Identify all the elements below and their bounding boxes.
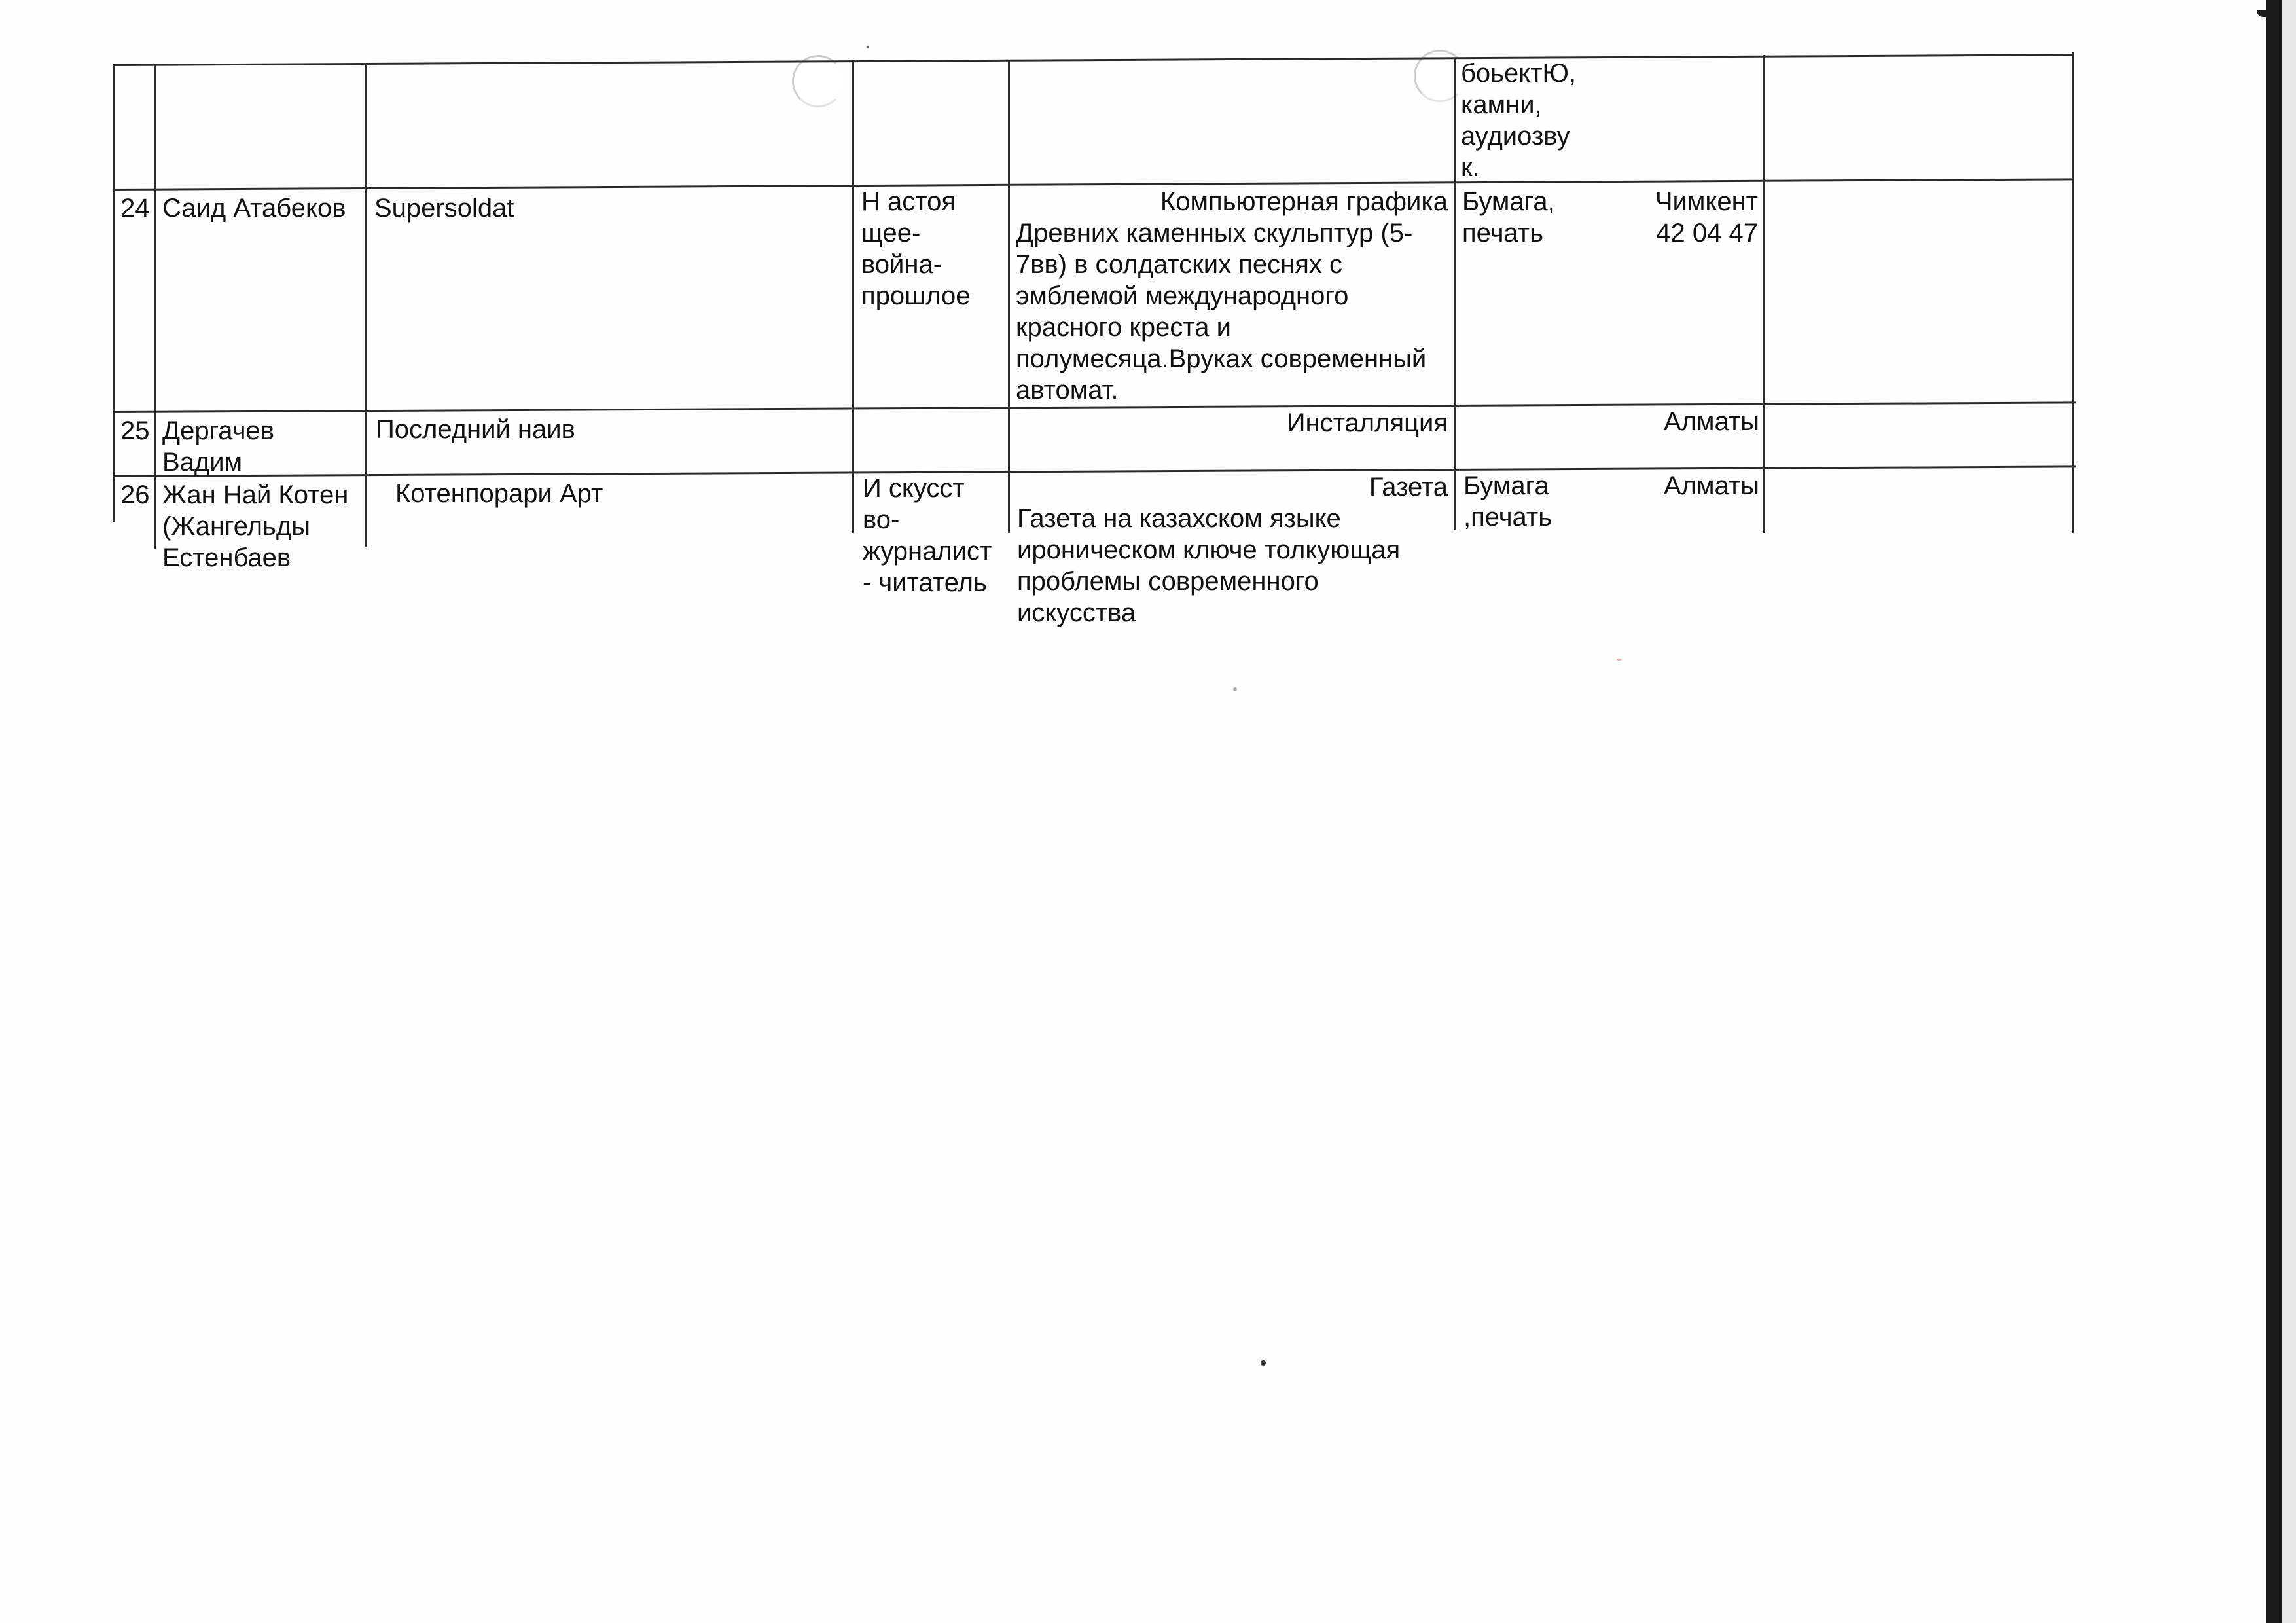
row-25-author: Дергачев Вадим	[162, 416, 274, 477]
table-border-top	[113, 54, 2073, 66]
row-25-technique: Инсталляция	[1286, 409, 1448, 437]
row-25-city: Алматы	[1664, 407, 1759, 436]
row-26-technique: Газета	[1369, 473, 1448, 501]
scan-speck	[867, 46, 869, 48]
top-row-material: боьектЮ, камни, аудиозву к.	[1461, 59, 1577, 182]
col-border-material	[1763, 55, 1765, 533]
row-24-city: Чимкент 42 04 47	[1655, 187, 1758, 247]
row-26-city: Алматы	[1664, 471, 1759, 500]
scan-speck	[1261, 1360, 1266, 1366]
row-25-title: Последний наив	[376, 415, 575, 444]
page-edge-corner	[2257, 10, 2282, 17]
row-26-material: Бумага ,печать	[1463, 471, 1552, 532]
col-border-author	[365, 63, 367, 547]
row-26-description: Газета на казахском языке ироническом ключе толкующая проблемы современного искусства	[1017, 504, 1401, 627]
row-26-theme: И скусст во- журналист - читатель	[863, 474, 992, 597]
col-border-theme	[1008, 60, 1010, 533]
col-border-right	[2072, 52, 2074, 533]
col-border-title	[852, 60, 854, 533]
col-border-num	[154, 64, 156, 549]
row-24-author: Саид Атабеков	[162, 194, 346, 223]
row-24-technique: Компьютерная графика	[1160, 187, 1448, 216]
col-border-left	[113, 64, 115, 522]
scan-speck	[1617, 659, 1622, 661]
row-24-theme: Н астоя щее- война- прошлое	[861, 187, 971, 310]
row-24-material: Бумага, печать	[1462, 187, 1555, 247]
page-edge-margin	[2282, 0, 2296, 1623]
row-25-number: 25	[120, 416, 150, 445]
row-26-number: 26	[120, 481, 150, 509]
row-24-title: Supersoldat	[374, 194, 514, 223]
row-26-title: Котенпорари Арт	[395, 479, 603, 508]
row-26-author: Жан Най Котен (Жангельды Естенбаев	[162, 481, 349, 572]
page-edge-shadow	[2266, 0, 2282, 1623]
punch-hole-left	[792, 55, 844, 107]
row-24-description: Древних каменных скульптур (5- 7вв) в солдатских песнях с эмблемой международного красного креста и полумесяца.Вруках современный автомат.	[1016, 219, 1427, 405]
scan-speck	[1233, 687, 1237, 691]
row-24-number: 24	[120, 194, 150, 223]
